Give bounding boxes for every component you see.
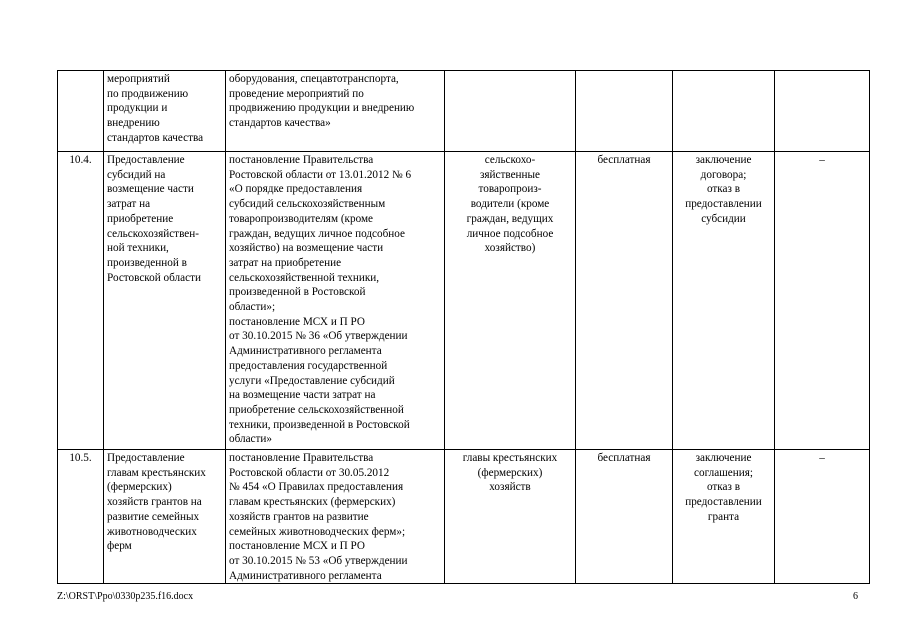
cell-text-line: товаропроизводителям (кроме bbox=[229, 212, 373, 225]
cell-text-line: (фермерских) bbox=[477, 466, 543, 479]
cell-text-line: главы крестьянских bbox=[462, 452, 558, 464]
cell-text-line: животноводческих bbox=[107, 525, 197, 538]
cell-text-line: области» bbox=[229, 433, 272, 446]
cell-text-line: постановление МСХ и П РО bbox=[229, 315, 365, 328]
cell-text-line: произведенной в Ростовской bbox=[229, 286, 366, 299]
cell-text-line: от 30.10.2015 № 36 «Об утверждении bbox=[229, 330, 408, 343]
recipients-cell bbox=[445, 71, 576, 152]
cell-text-line: продвижению продукции и внедрению bbox=[229, 102, 415, 115]
recipients-cell bbox=[445, 450, 576, 584]
cell-text-line: личное подсобное bbox=[466, 227, 554, 240]
cell-text-line: хозяйств грантов на bbox=[107, 496, 202, 509]
cell-text-line: хозяйство) bbox=[484, 242, 536, 255]
cell-text-line: предоставления государственной bbox=[229, 359, 388, 372]
cell-text-line: сельскохо- bbox=[484, 154, 536, 166]
cell-text-line: товаропроиз- bbox=[478, 183, 542, 196]
item-number-cell: 10.5. bbox=[58, 450, 104, 584]
table-row bbox=[58, 152, 870, 450]
cell-text-line: хозяйство) на возмещение части bbox=[229, 242, 384, 255]
result-cell bbox=[673, 152, 775, 450]
item-number-cell bbox=[58, 71, 104, 152]
cell-text-line: заключение bbox=[695, 452, 752, 464]
note-cell bbox=[775, 152, 870, 450]
cell-text-line: на возмещение части затрат на bbox=[229, 389, 376, 402]
cell-text-line: Предоставление bbox=[107, 452, 185, 464]
legal-basis-cell bbox=[226, 71, 445, 152]
cell-text-line: хозяйств грантов на развитие bbox=[229, 510, 369, 523]
cell-text-line: от 30.10.2015 № 53 «Об утверждении bbox=[229, 554, 408, 567]
cell-text-line: приобретение bbox=[107, 212, 174, 225]
cell-text-line: субсидий на bbox=[107, 168, 166, 181]
service-name-cell bbox=[104, 450, 226, 584]
cell-text-line: продукции и bbox=[107, 102, 168, 115]
cell-text-line: Административного регламента bbox=[229, 569, 382, 582]
service-name-cell bbox=[104, 71, 226, 152]
table-row bbox=[58, 450, 870, 584]
note-cell bbox=[775, 71, 870, 152]
cell-text-line: № 454 «О Правилах предоставления bbox=[229, 481, 404, 494]
footer-file-path: Z:\ORST\Ppo\0330p235.f16.docx bbox=[57, 591, 194, 602]
table-row bbox=[58, 71, 870, 152]
cell-text-line: сельскохозяйствен- bbox=[107, 227, 199, 240]
cell-text-line: заключение bbox=[695, 154, 752, 166]
cell-text-line: постановление Правительства bbox=[229, 452, 374, 464]
services-table bbox=[57, 70, 870, 584]
cell-text-line: Ростовской области от 13.01.2012 № 6 bbox=[229, 168, 412, 181]
cell-text-line: по продвижению bbox=[107, 87, 189, 100]
service-name-cell bbox=[104, 152, 226, 450]
cell-text-line: Ростовской области bbox=[107, 271, 201, 284]
cell-text-line: затрат на bbox=[107, 198, 151, 211]
cell-text-line: бесплатная bbox=[597, 452, 651, 464]
cell-text-line: бесплатная bbox=[597, 154, 651, 166]
cell-text-line: постановление Правительства bbox=[229, 154, 374, 166]
cell-text-line: зяйственные bbox=[479, 168, 541, 181]
cell-text-line: области»; bbox=[229, 301, 276, 314]
result-cell bbox=[673, 450, 775, 584]
cost-cell bbox=[576, 152, 673, 450]
cell-text-line: приобретение сельскохозяйственной bbox=[229, 403, 404, 416]
cell-text-line: семейных животноводческих ферм»; bbox=[229, 525, 406, 538]
cell-text-line: хозяйств bbox=[489, 481, 531, 494]
cost-cell bbox=[576, 71, 673, 152]
cell-text-line: оборудования, спецавтотранспорта, bbox=[229, 73, 399, 85]
cell-text-line: Ростовской области от 30.05.2012 bbox=[229, 466, 390, 479]
cell-text-line: услуги «Предоставление субсидий bbox=[229, 374, 395, 387]
legal-basis-cell bbox=[226, 450, 445, 584]
footer-page-number: 6 bbox=[853, 591, 858, 602]
cell-text-line: главам крестьянских (фермерских) bbox=[229, 496, 396, 509]
item-number-cell: 10.4. bbox=[58, 152, 104, 450]
cell-text-line: предоставлении bbox=[685, 198, 762, 211]
cell-text-line: проведение мероприятий по bbox=[229, 87, 364, 100]
recipients-cell bbox=[445, 152, 576, 450]
cost-cell bbox=[576, 450, 673, 584]
cell-text-line: Административного регламента bbox=[229, 345, 382, 358]
cell-text-line: Предоставление bbox=[107, 154, 185, 166]
cell-text-line: граждан, ведущих личное подсобное bbox=[229, 227, 405, 240]
cell-text-line: произведенной в bbox=[107, 256, 187, 269]
cell-text-line: соглашения; bbox=[694, 466, 753, 479]
cell-text-line: субсидии bbox=[701, 212, 746, 225]
result-cell bbox=[673, 71, 775, 152]
cell-text-line: «О порядке предоставления bbox=[229, 183, 363, 196]
cell-text-line: стандартов качества bbox=[107, 131, 204, 144]
cell-text-line: постановление МСХ и П РО bbox=[229, 540, 365, 553]
cell-text-line: ной техники, bbox=[107, 242, 169, 255]
cell-text-line: отказ в bbox=[706, 183, 741, 196]
cell-text-line: возмещение части bbox=[107, 183, 194, 196]
cell-text-line: внедрению bbox=[107, 117, 160, 130]
cell-text-line: граждан, ведущих bbox=[466, 212, 554, 225]
cell-text-line: (фермерских) bbox=[107, 481, 172, 494]
cell-text-line: водители (кроме bbox=[470, 198, 550, 211]
cell-text-line: предоставлении bbox=[685, 496, 762, 509]
cell-text-line: техники, произведенной в Ростовской bbox=[229, 418, 410, 431]
cell-text-line: затрат на приобретение bbox=[229, 256, 342, 269]
cell-text-line: стандартов качества» bbox=[229, 117, 331, 130]
cell-text-line: – bbox=[819, 452, 825, 464]
cell-text-line: ферм bbox=[107, 540, 132, 553]
cell-text-line: развитие семейных bbox=[107, 510, 200, 523]
cell-text-line: субсидий сельскохозяйственным bbox=[229, 198, 386, 211]
cell-text-line: – bbox=[819, 154, 825, 166]
cell-text-line: мероприятий bbox=[107, 73, 170, 85]
cell-text-line: отказ в bbox=[706, 481, 741, 494]
note-cell bbox=[775, 450, 870, 584]
cell-text-line: договора; bbox=[700, 168, 747, 181]
legal-basis-cell bbox=[226, 152, 445, 450]
cell-text-line: гранта bbox=[707, 510, 740, 523]
cell-text-line: сельскохозяйственной техники, bbox=[229, 271, 380, 284]
cell-text-line: главам крестьянских bbox=[107, 466, 206, 479]
